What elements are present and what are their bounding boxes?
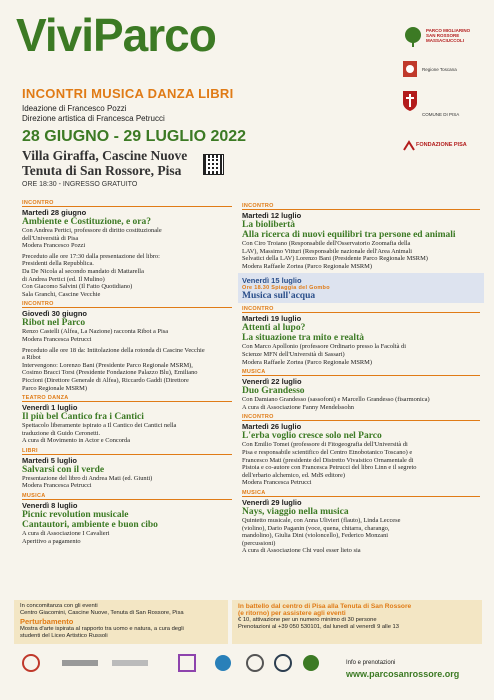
event-date: Giovedì 30 giugno: [22, 309, 88, 319]
event-item: [242, 414, 480, 487]
event-description-line: Pistoia e co-autore con Francesca Petrucci del libro Linn e il segreto: [242, 464, 417, 472]
event-title-secondary: Cantautori, ambiente e buon cibo: [22, 520, 158, 531]
event-description-line: Modera Raffaele Zortea (Parco Regionale MSRM): [242, 358, 372, 366]
event-description-line: Con Ciro Troiano (Responsabile dell'Osservatorio Zoomafia della: [242, 240, 411, 247]
page-title: ViviParco: [16, 9, 216, 61]
event-item: [22, 395, 232, 445]
footer-boat-booking: Prenotazioni al +39 050 530101, dal lunedì al venerdì 9 alle 13: [238, 624, 399, 630]
event-title-secondary: Alla ricerca di nuovi equilibri tra persone ed animali: [242, 230, 456, 240]
event-description-line: Spettacolo liberamente ispirato a Il Cantico dei Cantici nella: [22, 422, 177, 430]
event-date: Venerdì 29 luglio: [242, 497, 302, 507]
footer-exhibition-title: Perturbamento: [20, 617, 74, 626]
event-description-line: Sala Granchi, Cascine Vecchie: [22, 290, 101, 298]
ideazione-credit: Ideazione di Francesco Pozzi: [22, 104, 127, 113]
event-date: Martedì 5 luglio: [22, 455, 78, 465]
footer-boat-title-2: (e ritorno) per assistere agli eventi: [238, 610, 346, 617]
event-category-tag: INCONTRO: [242, 203, 274, 209]
qr-code-icon[interactable]: [203, 154, 224, 175]
event-title: Salvarsi con il verde: [22, 464, 105, 475]
footer-intro: In concomitanza con gli eventi: [20, 603, 98, 609]
fondazione-logo: [402, 140, 482, 154]
event-divider: [242, 496, 480, 497]
event-description-line: a Ribot: [22, 354, 41, 362]
event-divider: [242, 420, 480, 421]
event-date: Martedì 12 luglio: [242, 211, 302, 220]
event-description-line: Con Andrea Pertici, professore di diritto costituzionale: [22, 227, 162, 234]
event-description-line: (percussioni): [242, 539, 276, 547]
event-description-line: Scienze MFN dell'Università di Sassari): [242, 350, 345, 358]
event-description-line: A cura di Associazione Chi vuol esser lieto sia: [242, 547, 361, 555]
parco-logo: [402, 26, 482, 50]
regione-logo: [402, 60, 482, 80]
event-description-line: Preceduto alle ore 18 da: Intitolazione della rotonda di Cascine Vecchie: [22, 346, 205, 354]
event-category-tag: LIBRI: [22, 447, 38, 454]
pisa-cross-icon: [402, 90, 418, 112]
event-description-line: Pisa e responsabile scientifico del Centro Etnobotanico Toscano) e: [242, 448, 413, 456]
event-item: [242, 490, 480, 555]
event-description-line: Selvatici della LAV) Lorenzo Bani (Presidente Parco Regionale MSRM): [242, 255, 428, 263]
event-description-line: dell'Università di Pisa: [22, 234, 79, 242]
page-subtitle: INCONTRI MUSICA DANZA LIBRI: [22, 86, 234, 101]
event-category-tag: INCONTRO: [22, 301, 54, 308]
event-item: [22, 493, 232, 545]
event-description-line: Modera Raffaele Zortea (Parco Regionale MSRM): [242, 262, 372, 270]
event-item: [22, 200, 232, 298]
partner-logo-4-icon: [176, 652, 198, 674]
event-divider: [22, 206, 232, 207]
comune-logo: [402, 84, 482, 120]
venue-line-1: Villa Giraffa, Cascine Nuove: [22, 148, 188, 163]
event-title: L'erba voglio cresce solo nel Parco: [242, 431, 382, 442]
event-item: [242, 369, 480, 411]
event-title: Nays, viaggio nella musica: [242, 506, 349, 517]
info-url-link[interactable]: www.parcosanrossore.org: [346, 669, 460, 679]
direzione-credit: Direzione artistica di Francesca Petrucci: [22, 114, 165, 123]
event-description-line: LAV), Massimo Vitturi (Responsabile nazionale dell'Area Animali: [242, 247, 413, 255]
event-divider: [242, 209, 480, 210]
event-description-line: A cura di Associazione Fanny Mendelssohn: [242, 403, 354, 411]
event-description-line: A cura di Associazione I Cavalieri: [22, 530, 110, 538]
event-title: Musica sull'acqua: [242, 291, 316, 302]
venue-line-2: Tenuta di San Rossore, Pisa: [22, 163, 182, 178]
event-subinfo: Ore 18.30 Spiaggia del Gombo: [242, 285, 330, 292]
time-entry-info: ORE 18:30 - INGRESSO GRATUITO: [22, 181, 138, 188]
footer-exhibition-text-2: studenti del Liceo Artistico Russoli: [20, 633, 108, 639]
event-item: [242, 306, 480, 366]
left-events-column: [22, 200, 232, 548]
footer-boat-price: € 10, attivazione per un numero minimo di 30 persone: [238, 617, 377, 623]
event-description-line: Modera Francesca Petrucci: [242, 479, 312, 487]
regione-logo-text: Regione Toscana: [422, 67, 457, 72]
parco-logo-text: PARCO MIGLIARINO SAN ROSSORE MASSACIUCCOLI: [426, 28, 471, 43]
event-description-line: dell'erbario alchemico, ed. MdS editore): [242, 471, 346, 479]
event-divider: [22, 401, 232, 402]
right-events-column: [242, 203, 480, 558]
event-description-line: Presidenti della Repubblica.: [22, 260, 94, 268]
event-category-tag: MUSICA: [242, 369, 266, 376]
event-title: Ambiente e Costituzione, e ora?: [22, 217, 152, 227]
event-category-tag: INCONTRO: [242, 306, 274, 313]
partner-logo-1-icon: [20, 652, 42, 674]
event-description-line: Cosimo Bracci Torsi (Presidente Fondazione Palazzo Blu), Emiliano: [22, 369, 198, 377]
event-category-tag: MUSICA: [242, 489, 266, 496]
partner-logo-2-icon: [60, 652, 100, 674]
footer-place: Centro Giacomini, Cascine Nuove, Tenuta di San Rossore, Pisa: [20, 610, 184, 616]
event-description-line: Modera Francesca Petrucci: [22, 482, 92, 490]
event-description-line: Parco Regionale MSRM): [22, 384, 87, 392]
event-date: Martedì 28 giugno: [22, 208, 87, 217]
event-date: Venerdì 8 luglio: [22, 501, 78, 511]
partner-logo-8-icon: [300, 652, 322, 674]
event-description-line: Con Damiano Grandesso (sassofoni) e Marcello Grandesso (fisarmonica): [242, 396, 430, 404]
event-date: Martedì 26 luglio: [242, 422, 302, 432]
tree-icon: [402, 26, 424, 48]
footer-boat-box: [232, 600, 482, 644]
fondazione-mark-icon: [402, 140, 416, 152]
event-title: La biolibertà: [242, 220, 296, 230]
event-description-line: Con Marco Apollonio (professore Ordinario presso la Facoltà di: [242, 343, 406, 351]
event-divider: [22, 499, 232, 500]
event-date: Martedì 19 luglio: [242, 314, 302, 324]
event-description-line: Renzo Castelli (Alfea, La Nazione) racconta Ribot a Pisa: [22, 328, 169, 336]
event-title: Attenti al lupo?: [242, 323, 306, 334]
event-title: Il più bel Cantico fra i Cantici: [22, 412, 144, 423]
event-description-line: Francesco Mati (presidente del Distretto Vivaistico Ornamentale di: [242, 456, 414, 464]
event-date: Venerdì 22 luglio: [242, 377, 302, 387]
event-description-line: traduzione di Guido Ceronetti.: [22, 429, 101, 437]
event-description-line: Con Giacomo Salvini (Il Fatto Quotidiano): [22, 283, 133, 291]
event-divider: [242, 375, 480, 376]
event-description-line: Presentazione del libro di Andrea Mati (ed. Giunti): [22, 474, 153, 482]
event-category-tag: INCONTRO: [22, 200, 54, 206]
partner-logo-5-icon: [212, 652, 234, 674]
event-title-secondary: La situazione tra mito e realtà: [242, 333, 364, 344]
partner-logo-3-icon: [110, 652, 150, 674]
event-category-tag: INCONTRO: [242, 414, 274, 421]
regione-crest-icon: [402, 60, 418, 78]
event-divider: [22, 307, 232, 308]
event-divider: [22, 454, 232, 455]
event-item: [22, 448, 232, 490]
comune-logo-text: COMUNE DI PISA: [422, 112, 460, 117]
partner-logo-7-icon: [272, 652, 294, 674]
event-description-line: Con Emilio Tomei (professore di Fitogeografia dell'Università di: [242, 441, 408, 449]
footer-exhibition-box: [14, 600, 228, 644]
event-description-line: Aperitivo a pagamento: [22, 537, 81, 545]
footer-exhibition-text-1: Mostra d'arte ispirata al rapporto tra uomo e natura, a cura degli: [20, 626, 184, 632]
partner-logo-6-icon: [244, 652, 266, 674]
fondazione-logo-text: FONDAZIONE PISA: [416, 142, 467, 148]
event-description-line: A cura di Movimento in Actor e Concorda: [22, 437, 131, 445]
info-label: Info e prenotazioni: [346, 660, 396, 666]
event-description-line: Preceduto alle ore 17:30 dalla presentazione del libro:: [22, 252, 160, 260]
event-description-line: Piccioni (Direttore Generale di Alfea), Riccardo Gaddi (Direttore: [22, 376, 189, 384]
event-description-line: Quintetto musicale, con Anna Ulivieri (flauto), Linda Leccese: [242, 516, 401, 524]
event-category-tag: MUSICA: [22, 493, 46, 500]
footer-boat-title-1: In battello dal centro di Pisa alla Tenuta di San Rossore: [238, 603, 412, 610]
event-item: [22, 301, 232, 392]
event-description-line: Da De Nicola al secondo mandato di Mattarella: [22, 267, 144, 275]
event-title: Duo Grandesso: [242, 386, 305, 397]
event-dates: 28 GIUGNO - 29 LUGLIO 2022: [22, 128, 247, 145]
event-title: Ribot nel Parco: [22, 318, 86, 329]
event-description-line: di Andrea Pertici (ed. Il Mulino): [22, 275, 105, 283]
event-description-line: Modera Francesca Petrucci: [22, 335, 92, 343]
event-date: Venerdì 1 luglio: [22, 403, 78, 413]
event-description-line: (violino), Dario Paganin (voce, quena, chitarra, charango,: [242, 524, 390, 532]
event-date: Venerdì 15 luglio: [242, 276, 302, 286]
event-description-line: mandolino), Giulia Dini (violoncello), Federico Monzani: [242, 532, 389, 540]
event-description-line: Modera Francesco Pozzi: [22, 242, 86, 250]
event-category-tag: TEATRO DANZA: [22, 395, 69, 402]
event-item: [242, 203, 480, 270]
event-item: [238, 273, 484, 303]
event-title: Picnic revolution musicale: [22, 510, 129, 521]
event-description-line: Intervengono: Lorenzo Bani (Presidente Parco Regionale MSRM),: [22, 361, 193, 369]
event-divider: [242, 312, 480, 313]
